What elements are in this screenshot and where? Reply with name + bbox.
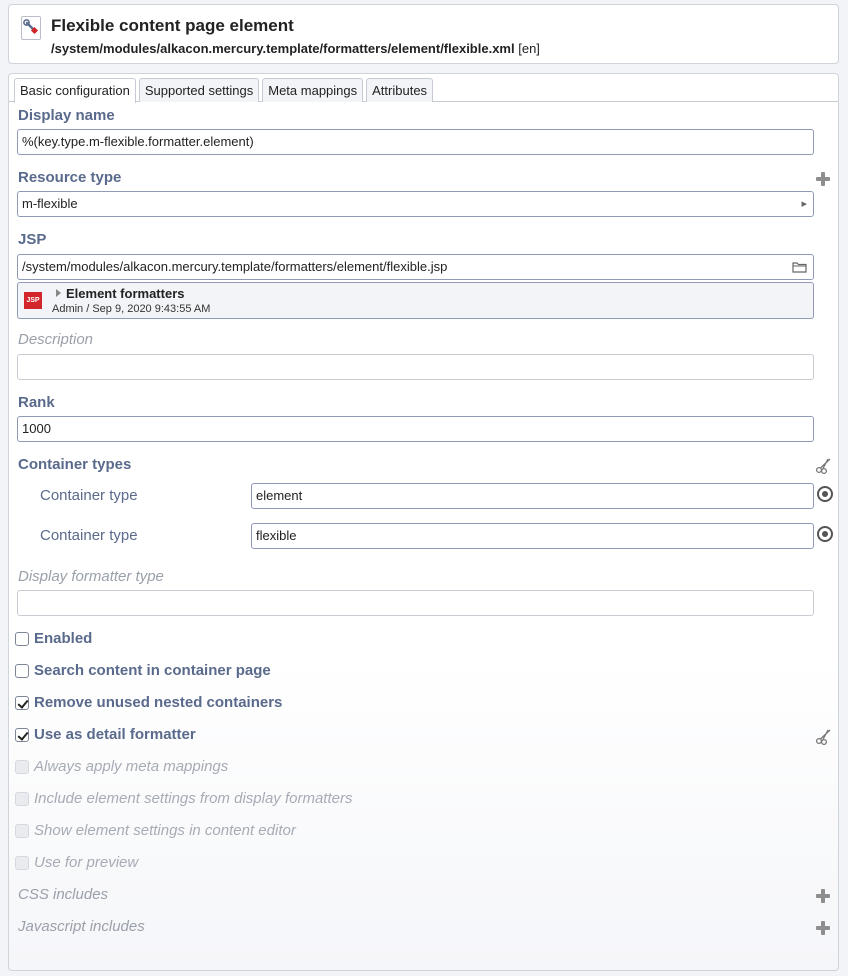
checkbox-box[interactable] [15,728,29,742]
display-formatter-type-label: Display formatter type [18,568,164,585]
container-types-label: Container types [18,456,132,473]
editor-header [8,4,839,64]
container-type-input-1[interactable]: element [251,483,814,509]
resource-type-value: m-flexible [22,196,78,211]
css-includes-label: CSS includes [18,886,109,903]
resource-path-text: /system/modules/alkacon.mercury.template/formatters/element/flexible.xml [51,41,515,56]
display-name-input[interactable]: %(key.type.m-flexible.formatter.element) [17,129,814,155]
add-resource-type-icon[interactable] [816,172,830,186]
container-type-label-2: Container type [40,527,138,544]
tab-basic-configuration[interactable]: Basic configuration [14,78,136,103]
jsp-label: JSP [18,231,47,248]
add-css-include-icon[interactable] [816,889,830,903]
jsp-path-value: /system/modules/alkacon.mercury.template/formatters/element/flexible.jsp [22,259,448,274]
target-icon[interactable] [817,526,833,542]
target-icon[interactable] [817,486,833,502]
checkbox-label: Use for preview [34,854,139,871]
checkbox-label: Enabled [34,630,93,647]
checkbox-box[interactable] [15,824,29,838]
checkbox-label: Always apply meta mappings [34,758,229,775]
folder-icon[interactable] [792,255,807,280]
jsp-preview-meta: Admin / Sep 9, 2020 9:43:55 AM [52,303,211,315]
checkbox-label: Include element settings from display formatters [34,790,353,807]
container-type-input-2[interactable]: flexible [251,523,814,549]
checkbox-box[interactable] [15,664,29,678]
checkbox-label: Search content in container page [34,662,271,679]
select-arrow-icon: ▸ [801,198,807,210]
cut-container-types-icon[interactable] [815,456,833,474]
tab-meta-mappings[interactable]: Meta mappings [262,78,363,102]
formatter-file-icon [21,16,41,40]
display-formatter-type-input[interactable] [17,590,814,616]
checkbox-box[interactable] [15,856,29,870]
add-javascript-include-icon[interactable] [816,921,830,935]
checkbox-box[interactable] [15,792,29,806]
description-input[interactable] [17,354,814,380]
checkbox-box[interactable] [15,696,29,710]
checkbox-box[interactable] [15,760,29,774]
checkbox-label: Remove unused nested containers [34,694,283,711]
checkbox-box[interactable] [15,632,29,646]
container-type-label-1: Container type [40,487,138,504]
jsp-path-input[interactable] [17,254,814,280]
resource-path [51,41,540,56]
tab-attributes[interactable]: Attributes [366,78,433,102]
jsp-preview-name: Element formatters [66,286,185,301]
description-label: Description [18,331,94,348]
jsp-resource-preview[interactable] [17,282,814,319]
cut-detail-formatter-icon[interactable] [815,727,833,745]
display-name-label: Display name [18,107,115,124]
form-panel [8,73,839,971]
checkbox-label: Use as detail formatter [34,726,196,743]
javascript-includes-label: Javascript includes [18,918,145,935]
tab-bar [14,78,433,102]
rank-label: Rank [18,394,55,411]
page-title: Flexible content page element [51,16,294,35]
rank-input[interactable]: 1000 [17,416,814,442]
jsp-file-icon: JSP [24,292,42,309]
locale-indicator: [en] [518,41,540,56]
resource-type-select[interactable] [17,191,814,217]
checkbox-label: Show element settings in content editor [34,822,296,839]
tab-supported-settings[interactable]: Supported settings [139,78,259,102]
resource-type-label: Resource type [18,169,122,186]
expand-triangle-icon[interactable] [56,289,61,297]
